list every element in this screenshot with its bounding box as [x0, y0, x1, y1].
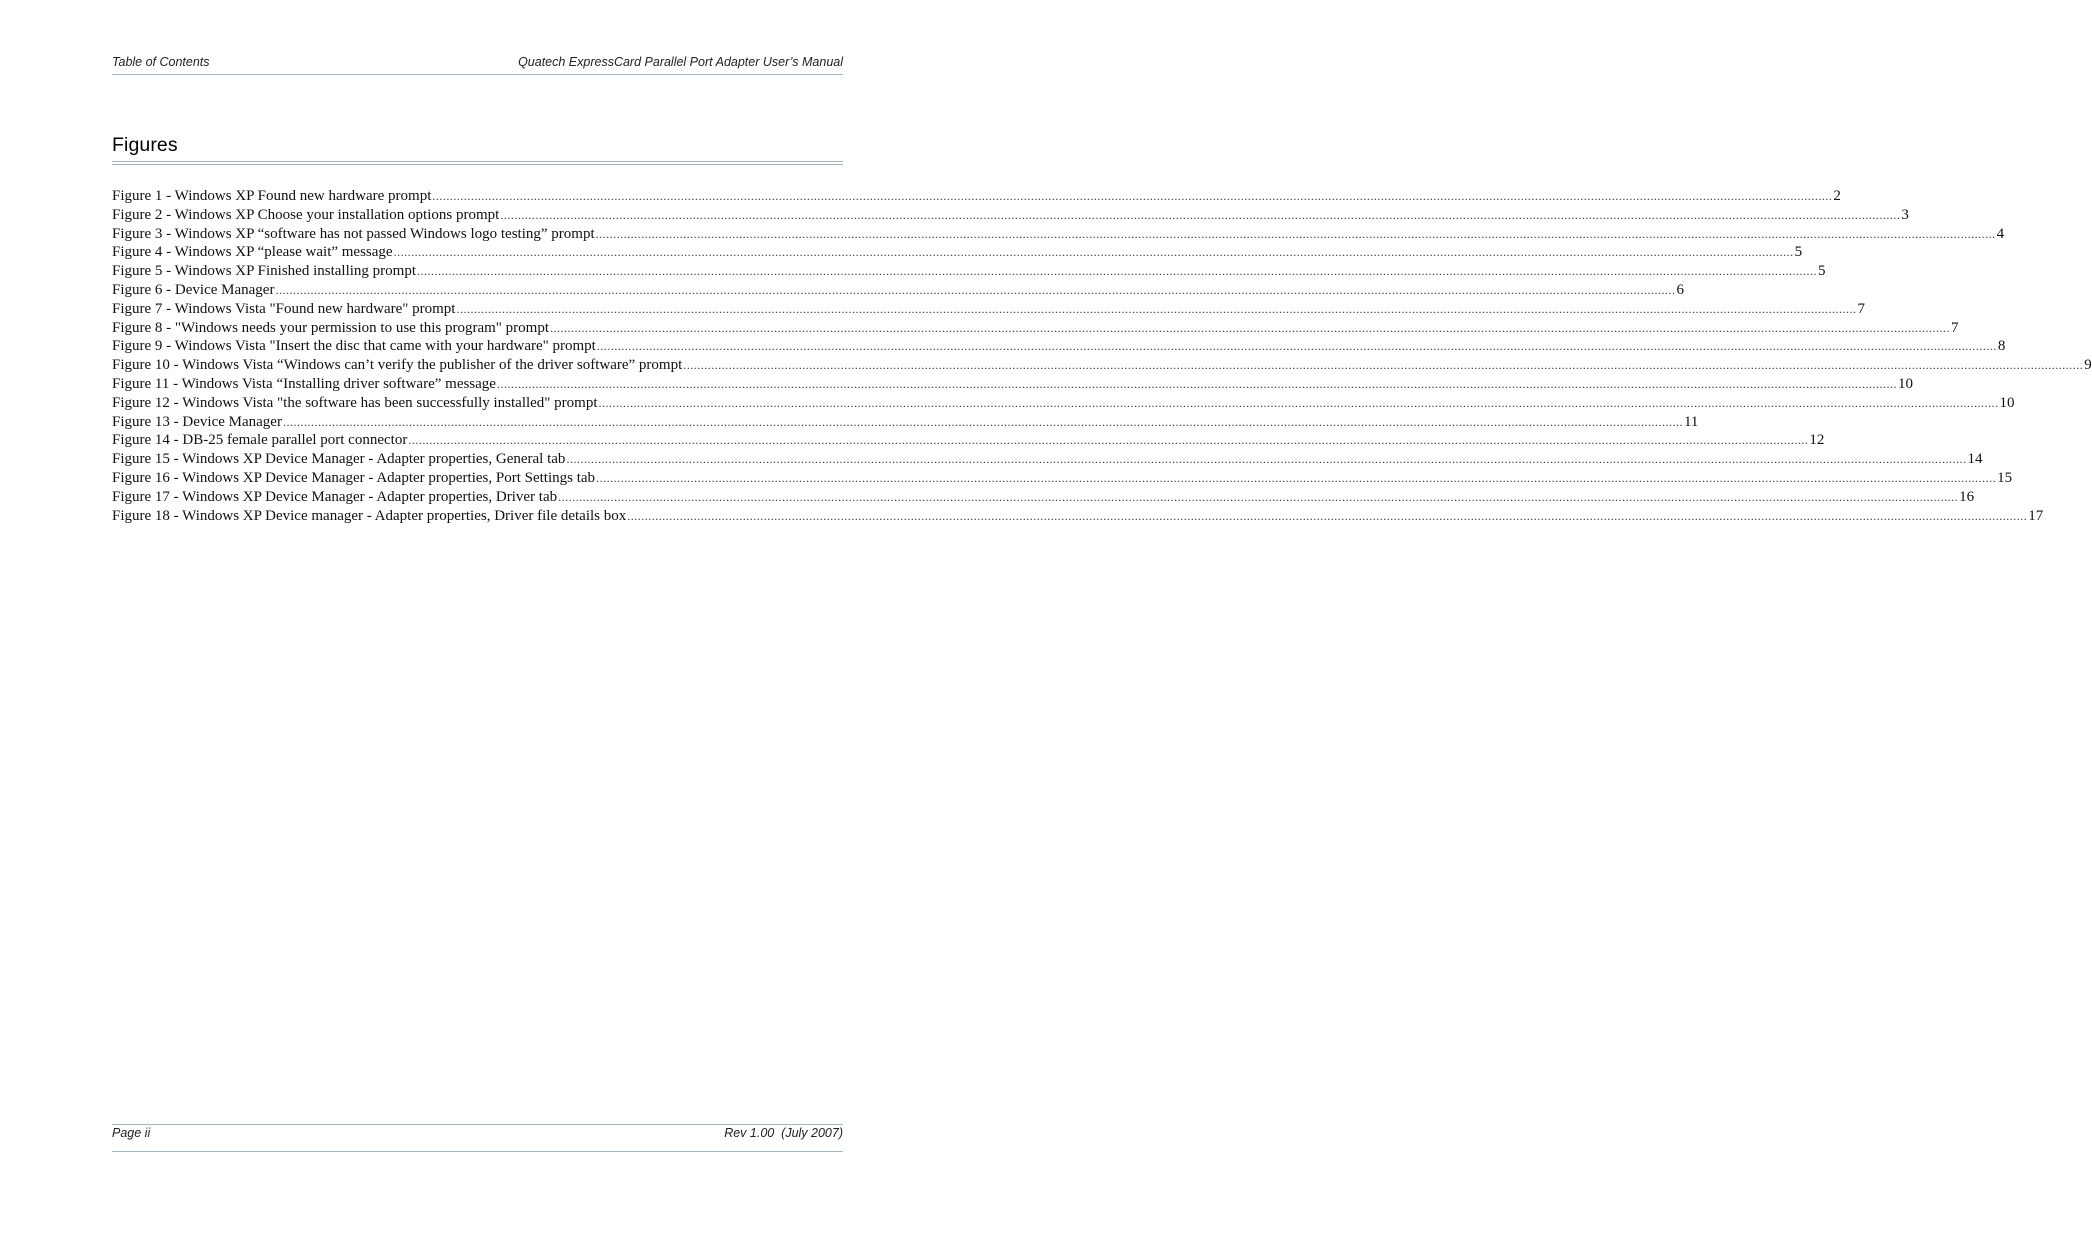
toc-entry-page-number: 16 — [1959, 488, 1975, 505]
dot-leader: ................................................................................................................................................................................................................................................................................................................................................................................................................ — [456, 301, 1857, 316]
dot-leader: ................................................................................................................................................................................................................................................................................................................................................................................................................ — [432, 189, 1833, 203]
toc-entry-title: Figure 13 - Device Manager — [112, 413, 282, 430]
toc-entry[interactable] — [112, 337, 2006, 356]
dot-leader: ................................................................................................................................................................................................................................................................................................................................................................................................................ — [683, 358, 2084, 373]
toc-entry[interactable] — [112, 300, 1865, 319]
toc-entry-title: Figure 18 - Windows XP Device manager - Adapter properties, Driver file details box — [112, 507, 627, 524]
toc-entry-title: Figure 4 - Windows XP “please wait” message — [112, 244, 393, 261]
toc-entry-title: Figure 5 - Windows XP Finished installing prompt — [112, 263, 416, 280]
dot-leader: ................................................................................................................................................................................................................................................................................................................................................................................................................ — [500, 207, 1901, 222]
header-document-title: Quatech ExpressCard Parallel Port Adapter User’s Manual — [518, 55, 843, 69]
page-footer — [112, 1124, 843, 1152]
dot-leader: ................................................................................................................................................................................................................................................................................................................................................................................................................ — [598, 395, 1999, 410]
toc-entry[interactable] — [112, 394, 2015, 413]
toc-entry-title: Figure 9 - Windows Vista "Insert the disc that came with your hardware" prompt — [112, 338, 596, 355]
toc-entry[interactable] — [112, 413, 1699, 432]
toc-entry[interactable] — [112, 356, 2092, 375]
toc-entry[interactable] — [112, 281, 1684, 300]
footer-revision: Rev 1.00 (July 2007) — [724, 1126, 843, 1140]
toc-entry[interactable] — [112, 243, 1803, 262]
toc-entry-page-number: 4 — [1996, 225, 2005, 242]
toc-entry[interactable] — [112, 431, 1825, 450]
toc-entry-title: Figure 1 - Windows XP Found new hardware prompt — [112, 188, 432, 204]
toc-entry-page-number: 8 — [1997, 338, 2006, 355]
toc-entry-page-number: 7 — [1951, 319, 1959, 336]
toc-entry-title: Figure 8 - "Windows needs your permission to use this program" prompt — [112, 319, 550, 336]
toc-entry[interactable] — [112, 187, 1841, 206]
toc-entry-page-number: 10 — [1897, 375, 1913, 392]
toc-entry[interactable] — [112, 375, 1913, 394]
toc-entry-title: Figure 16 - Windows XP Device Manager - Adapter properties, Port Settings tab — [112, 469, 596, 486]
toc-entry-page-number: 11 — [1683, 413, 1699, 430]
section-title: Figures — [112, 134, 178, 156]
dot-leader: ................................................................................................................................................................................................................................................................................................................................................................................................................ — [393, 245, 1794, 260]
toc-entry-page-number: 3 — [1901, 206, 1909, 223]
toc-entry-page-number: 14 — [1967, 451, 1983, 468]
toc-entry-page-number: 10 — [1999, 394, 2015, 411]
toc-entry-page-number: 17 — [2028, 507, 2044, 524]
list-of-figures — [112, 187, 2092, 525]
dot-leader: ................................................................................................................................................................................................................................................................................................................................................................................................................ — [596, 339, 1997, 354]
dot-leader: ................................................................................................................................................................................................................................................................................................................................................................................................................ — [282, 414, 1683, 429]
toc-entry[interactable] — [112, 319, 1959, 338]
toc-entry-title: Figure 6 - Device Manager — [112, 281, 275, 298]
toc-entry-page-number: 9 — [2084, 357, 2092, 374]
toc-entry-title: Figure 12 - Windows Vista "the software has been successfully installed" prompt — [112, 394, 598, 411]
toc-entry-title: Figure 17 - Windows XP Device Manager - Adapter properties, Driver tab — [112, 488, 558, 505]
toc-entry[interactable] — [112, 262, 1826, 281]
toc-entry-page-number: 5 — [1817, 263, 1826, 280]
dot-leader: ................................................................................................................................................................................................................................................................................................................................................................................................................ — [496, 376, 1897, 391]
dot-leader: ................................................................................................................................................................................................................................................................................................................................................................................................................ — [596, 470, 1997, 485]
toc-entry-page-number: 15 — [1997, 469, 2013, 486]
toc-entry-page-number: 2 — [1833, 188, 1841, 204]
dot-leader: ................................................................................................................................................................................................................................................................................................................................................................................................................ — [275, 282, 1676, 297]
footer-page-number: Page ii — [112, 1126, 151, 1140]
toc-entry-title: Figure 7 - Windows Vista "Found new hardware" prompt — [112, 300, 456, 317]
dot-leader: ................................................................................................................................................................................................................................................................................................................................................................................................................ — [558, 489, 1959, 504]
toc-entry-title: Figure 2 - Windows XP Choose your installation options prompt — [112, 206, 500, 223]
toc-entry[interactable] — [112, 206, 1909, 225]
toc-entry-title: Figure 3 - Windows XP “software has not passed Windows logo testing” prompt — [112, 225, 595, 242]
toc-entry[interactable] — [112, 507, 2044, 526]
header-section-name: Table of Contents — [112, 55, 210, 69]
dot-leader: ................................................................................................................................................................................................................................................................................................................................................................................................................ — [550, 320, 1951, 335]
dot-leader: ................................................................................................................................................................................................................................................................................................................................................................................................................ — [408, 433, 1809, 448]
dot-leader: ................................................................................................................................................................................................................................................................................................................................................................................................................ — [416, 264, 1817, 279]
toc-entry-title: Figure 14 - DB-25 female parallel port connector — [112, 432, 408, 449]
title-rule-bottom — [112, 164, 843, 165]
toc-entry-page-number: 6 — [1676, 281, 1684, 298]
dot-leader: ................................................................................................................................................................................................................................................................................................................................................................................................................ — [595, 226, 1996, 241]
dot-leader: ................................................................................................................................................................................................................................................................................................................................................................................................................ — [627, 508, 2028, 523]
toc-entry-title: Figure 11 - Windows Vista “Installing driver software” message — [112, 375, 496, 392]
toc-entry-title: Figure 10 - Windows Vista “Windows can’t verify the publisher of the driver software” prompt — [112, 357, 683, 374]
toc-entry-page-number: 12 — [1809, 432, 1825, 449]
toc-entry[interactable] — [112, 469, 2013, 488]
toc-entry[interactable] — [112, 488, 1975, 507]
dot-leader: ................................................................................................................................................................................................................................................................................................................................................................................................................ — [566, 452, 1967, 467]
page-header — [112, 54, 843, 75]
toc-entry[interactable] — [112, 225, 2005, 244]
toc-entry[interactable] — [112, 450, 1983, 469]
toc-entry-page-number: 7 — [1857, 300, 1865, 317]
title-rule-top — [112, 161, 843, 162]
toc-entry-title: Figure 15 - Windows XP Device Manager - Adapter properties, General tab — [112, 451, 566, 468]
toc-entry-page-number: 5 — [1794, 244, 1803, 261]
